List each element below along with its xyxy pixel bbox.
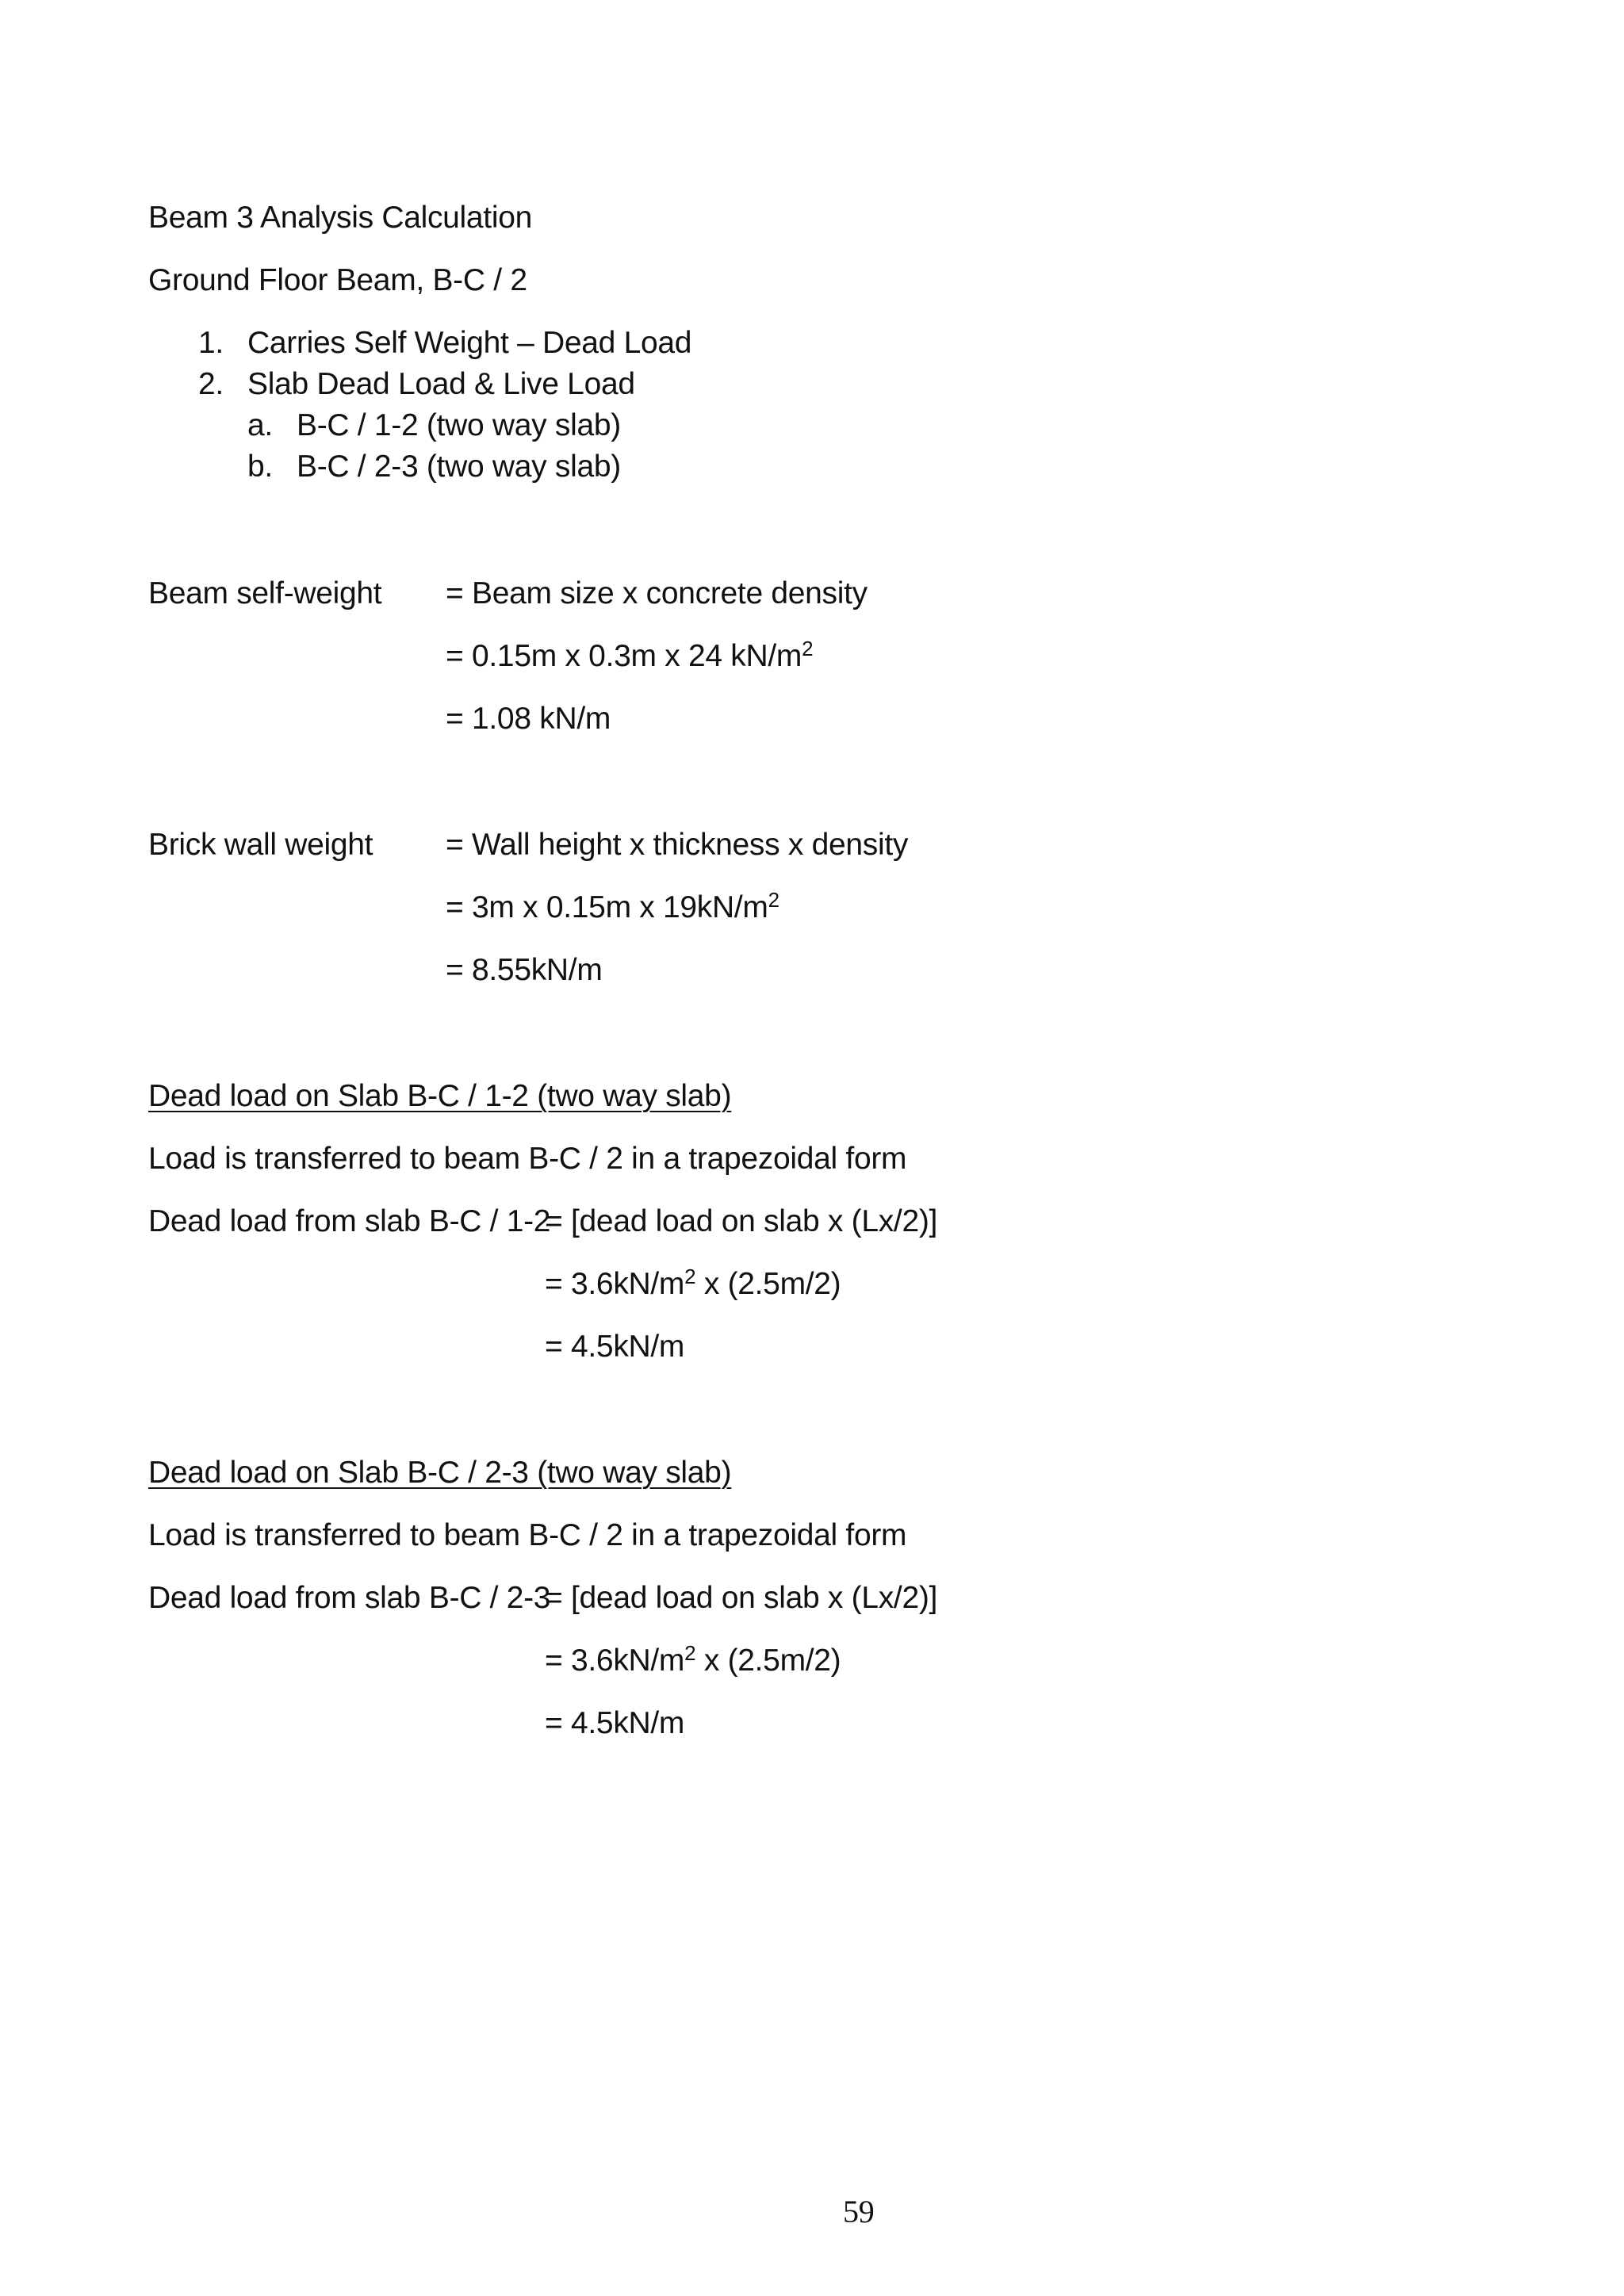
page-number: 59 (843, 2194, 875, 2229)
list-marker: 2. (198, 367, 224, 401)
equation-line: = $3.6kN/m^2$ x (2.5m/2) (545, 1265, 841, 1301)
equation-line: = $3.6kN/m^2$ x (2.5m/2) (545, 1641, 841, 1678)
list-marker: 1. (198, 326, 224, 360)
list-item: B-C / 1-2 (two way slab) (297, 408, 621, 442)
equation-line: = Beam size x concrete density (446, 576, 868, 610)
equation-line: = [dead load on slab x (Lx/2)] (545, 1204, 938, 1238)
brick-wall-label: Brick wall weight (148, 828, 373, 862)
equation-result: = 8.55kN/m (446, 953, 603, 987)
list-marker: b. (247, 450, 273, 484)
equation-result: = 4.5kN/m (545, 1706, 685, 1740)
dead-load-label: Dead load from slab B-C / 1-2 (148, 1204, 551, 1238)
equation-line: = 0.15m x 0.3m x 24 $kN/m^2$ (446, 637, 814, 673)
section-heading: Dead load on Slab B-C / 1-2 (two way slab) (148, 1079, 732, 1113)
equation-line: = [dead load on slab x (Lx/2)] (545, 1581, 938, 1615)
transfer-note: Load is transferred to beam B-C / 2 in a trapezoidal form (148, 1518, 907, 1552)
dead-load-label: Dead load from slab B-C / 2-3 (148, 1581, 551, 1615)
equation-result: = 4.5kN/m (545, 1330, 685, 1364)
list-item: Carries Self Weight – Dead Load (247, 326, 692, 360)
list-item: B-C / 2-3 (two way slab) (297, 450, 621, 484)
equation-line: = Wall height x thickness x density (446, 828, 909, 862)
list-item: Slab Dead Load & Live Load (247, 367, 635, 401)
transfer-note: Load is transferred to beam B-C / 2 in a trapezoidal form (148, 1142, 907, 1176)
page-title: Beam 3 Analysis Calculation (148, 201, 532, 235)
beam-self-weight-label: Beam self-weight (148, 576, 382, 610)
equation-result: = 1.08 kN/m (446, 702, 611, 736)
section-heading: Dead load on Slab B-C / 2-3 (two way slab) (148, 1456, 732, 1490)
equation-line: = 3m x 0.15m x $19kN/m^2$ (446, 888, 779, 924)
list-marker: a. (247, 408, 273, 442)
beam-subtitle: Ground Floor Beam, B-C / 2 (148, 263, 527, 297)
